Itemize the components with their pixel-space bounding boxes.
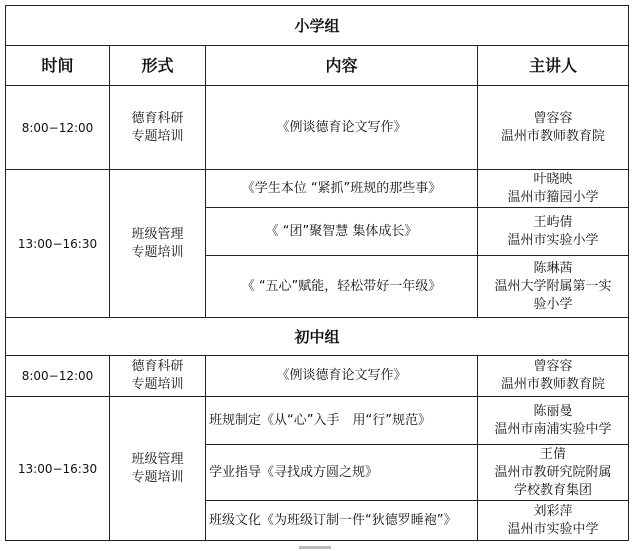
speaker-cell (478, 445, 629, 501)
form-line: 专题培训 (131, 469, 184, 485)
table-row (6, 356, 629, 397)
table-row (6, 397, 629, 445)
speaker-cell (478, 256, 629, 318)
content-cell: 《例谈德育论文写作》 (206, 356, 478, 397)
speaker-cell (478, 397, 629, 445)
header-content: 内容 (206, 46, 478, 86)
form-line: 德育科研 (131, 359, 184, 374)
speaker-org: 温州市教师教育院 (501, 377, 606, 392)
content-cell: 《 “五心”赋能，轻松带好一年级》 (206, 256, 478, 318)
speaker-cell (478, 170, 629, 208)
content-cell: 《 “团”聚智慧 集体成长》 (206, 208, 478, 256)
speaker-name: 王倩 (540, 446, 567, 462)
speaker-org: 温州市实验中学 (507, 521, 599, 537)
form-line: 专题培训 (131, 128, 184, 144)
content-cell: 《例谈德育论文写作》 (206, 86, 478, 170)
form-cell (110, 170, 206, 318)
speaker-name: 叶晓映 (533, 171, 573, 187)
form-cell (110, 86, 206, 170)
header-speaker: 主讲人 (478, 46, 629, 86)
speaker-cell (478, 208, 629, 256)
speaker-org: 温州市教师教育院 (501, 128, 606, 144)
speaker-org: 温州市籀园小学 (507, 189, 599, 205)
time-cell: 13:00−16:30 (6, 170, 110, 318)
speaker-org: 学校教育集团 (514, 482, 593, 498)
speaker-org: 温州市教研究院附属 (494, 464, 612, 480)
speaker-name: 曾容容 (533, 359, 573, 374)
speaker-name: 王屿倩 (533, 214, 573, 230)
content-cell: 班规制定《从“心”入手 用“行”规范》 (206, 397, 478, 445)
speaker-org: 验小学 (533, 296, 573, 312)
content-cell: 《学生本位 “紧抓”班规的那些事》 (206, 170, 478, 208)
speaker-name: 曾容容 (533, 110, 573, 126)
time-cell: 8:00−12:00 (6, 86, 110, 170)
form-line: 专题培训 (131, 244, 184, 260)
form-cell (110, 397, 206, 541)
speaker-org: 温州市实验小学 (507, 232, 599, 248)
form-line: 班级管理 (131, 451, 184, 467)
form-line: 专题培训 (131, 377, 184, 392)
speaker-org: 温州大学附属第一实 (494, 278, 612, 294)
time-cell: 8:00−12:00 (6, 356, 110, 397)
section-title-primary: 小学组 (6, 6, 629, 46)
speaker-cell (478, 356, 629, 397)
table-row (6, 170, 629, 208)
form-cell (110, 356, 206, 397)
header-time: 时间 (6, 46, 110, 86)
content-cell: 学业指导《寻找成方圆之规》 (206, 445, 478, 501)
schedule-table (5, 5, 629, 541)
header-form: 形式 (110, 46, 206, 86)
content-cell: 班级文化《为班级订制一件“狄德罗睡袍”》 (206, 501, 478, 541)
speaker-cell (478, 86, 629, 170)
section-title-junior: 初中组 (6, 318, 629, 356)
form-line: 班级管理 (131, 226, 184, 242)
speaker-name: 刘彩萍 (533, 503, 573, 519)
time-cell: 13:00−16:30 (6, 397, 110, 541)
speaker-org: 温州市南浦实验中学 (494, 421, 612, 437)
page-edge-mark (299, 546, 331, 549)
table-row (6, 86, 629, 170)
header-row (6, 46, 629, 86)
speaker-name: 陈琳茜 (533, 260, 573, 276)
form-line: 德育科研 (131, 110, 184, 126)
speaker-name: 陈丽曼 (533, 403, 573, 419)
speaker-cell (478, 501, 629, 541)
